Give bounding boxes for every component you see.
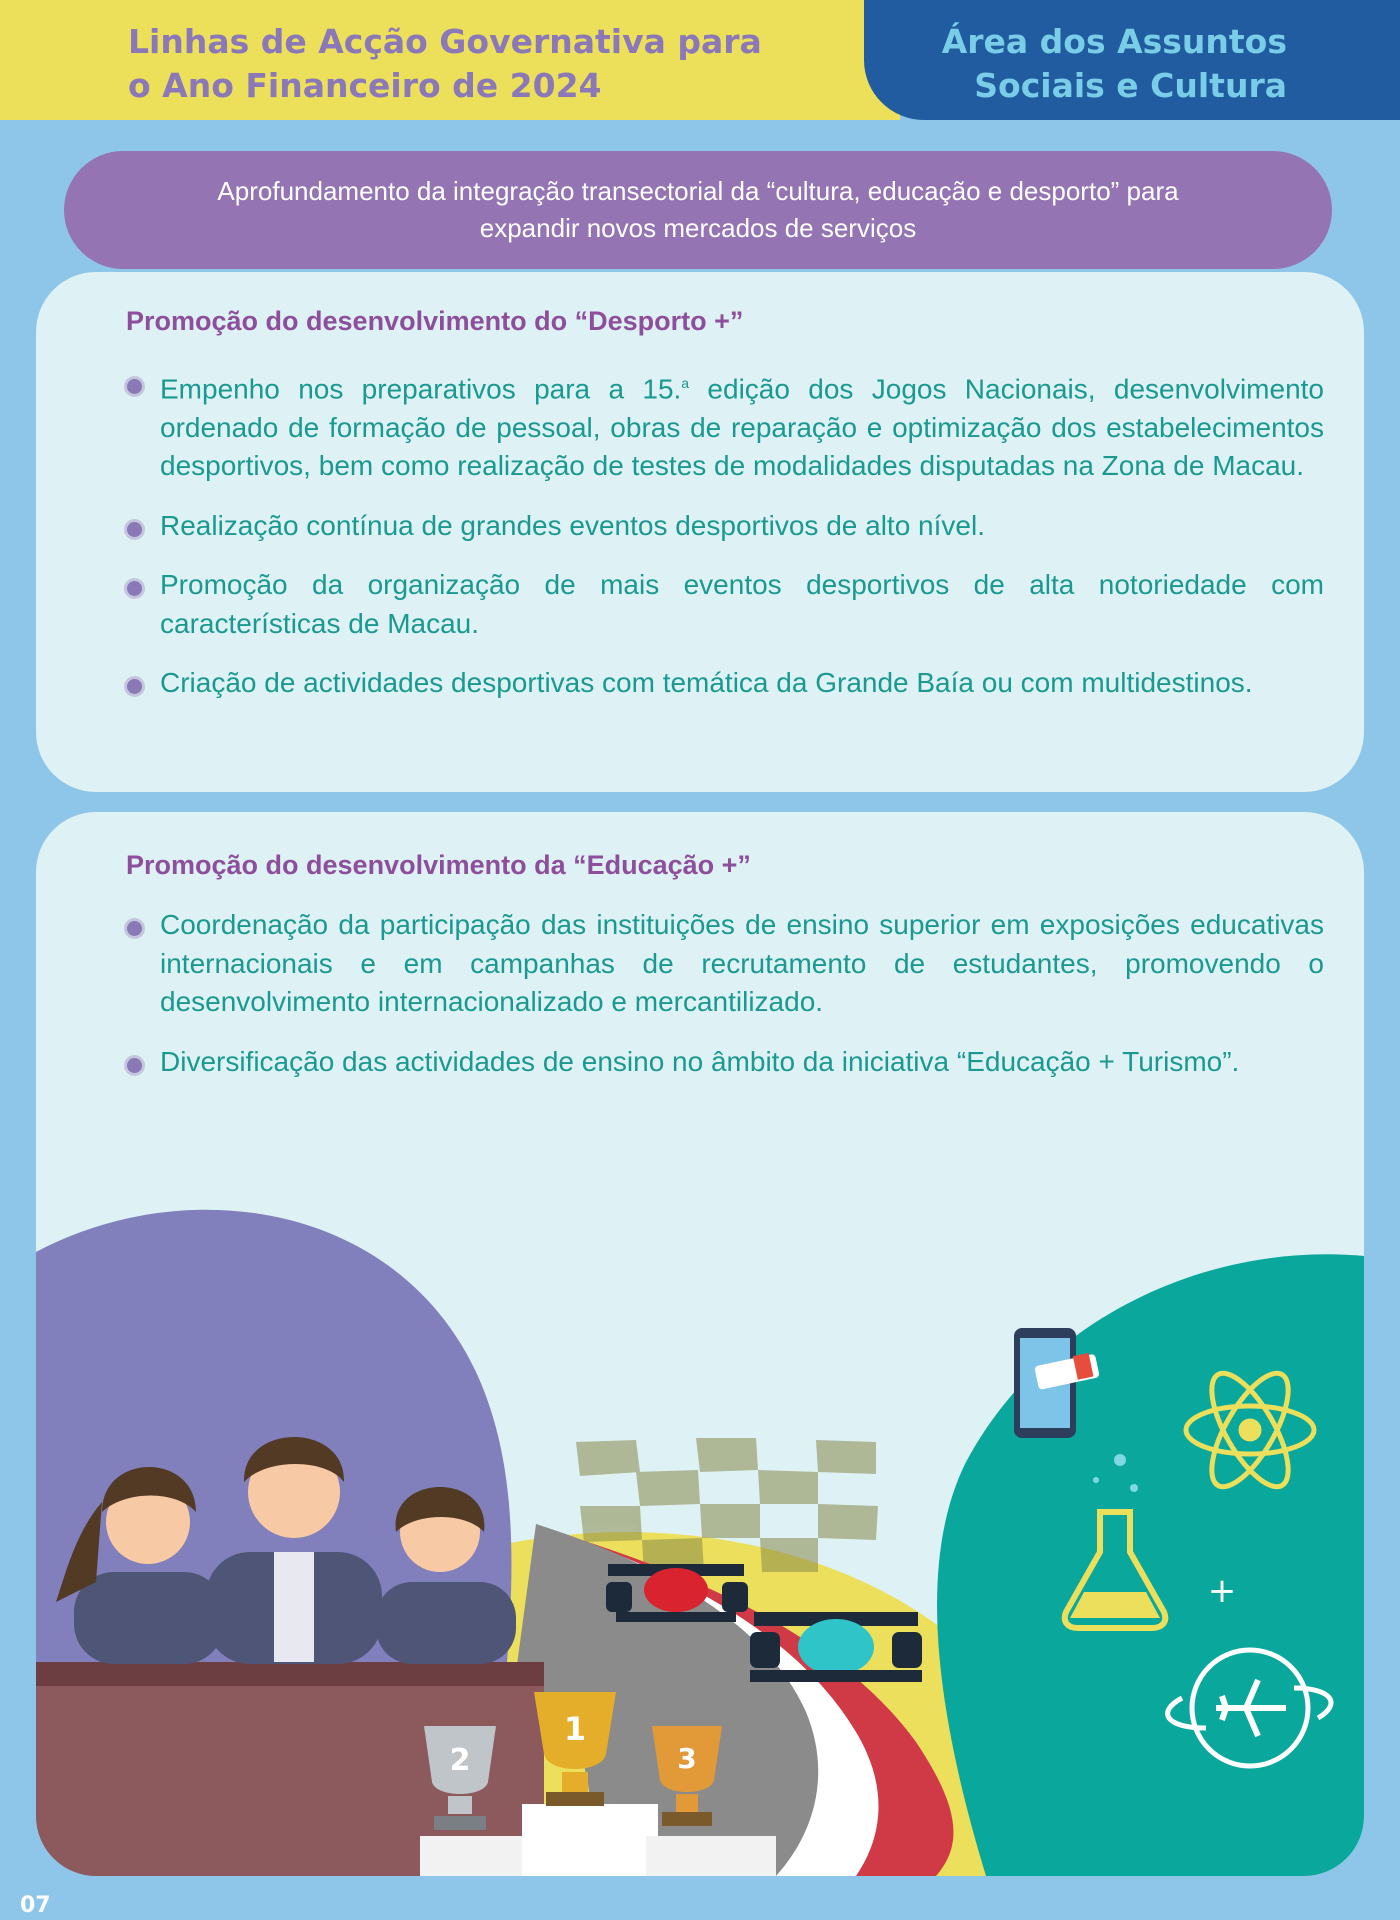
bullet-dot-icon — [124, 519, 145, 540]
educacao-card — [36, 812, 1364, 1876]
podium-first — [522, 1804, 658, 1876]
list-item: Empenho nos preparativos para a 15.$^a$ edição dos Jogos Nacionais, desenvolvimento ordenado de formação de pessoal, obras de reparação e optimização dos estabelecimentos desportivos, bem como realização de testes de modalidades disputadas na Zona de Macau. — [124, 364, 1324, 486]
desporto-heading: Promoção do desenvolvimento do “Desporto +” — [126, 306, 744, 336]
document-title — [128, 20, 762, 108]
educacao-heading: Promoção do desenvolvimento da “Educação +” — [126, 850, 751, 880]
header-right-band — [864, 0, 1400, 120]
plus-sign: + — [1207, 1571, 1237, 1611]
bullet-dot-icon — [124, 676, 145, 697]
teal-backdrop — [937, 1254, 1364, 1876]
section-area-title — [942, 20, 1287, 108]
title-line-1: Linhas de Acção Governativa para — [128, 22, 762, 61]
bullet-dot-icon — [124, 918, 145, 939]
list-item: Realização contínua de grandes eventos desportivos de alto nível. — [124, 507, 1324, 546]
desporto-card — [36, 272, 1364, 792]
bullet-dot-icon — [124, 376, 145, 397]
list-item: Coordenação da participação das instituições de ensino superior em exposições educativas internacionais e em campanhas de recrutamento de estudantes, promovendo o desenvolvimento internacionalizado e mercantilizado. — [124, 906, 1324, 1022]
banner-line-1: Aprofundamento da integração transectorial da “cultura, educação e desporto” para — [217, 176, 1179, 206]
trophy-number-2: 2 — [449, 1743, 471, 1778]
area-line-1: Área dos Assuntos — [941, 22, 1287, 61]
bullet-dot-icon — [124, 1055, 145, 1076]
trophy-number-3: 3 — [677, 1742, 697, 1775]
educacao-list — [124, 906, 1324, 1102]
list-item: Criação de actividades desportivas com temática da Grande Baía ou com multidestinos. — [124, 664, 1324, 703]
list-item: Promoção da organização de mais eventos desportivos de alta notoriedade com características de Macau. — [124, 566, 1324, 643]
area-line-2: Sociais e Cultura — [974, 66, 1287, 105]
bullet-dot-icon — [124, 578, 145, 599]
red-race-car-icon — [606, 1564, 748, 1622]
trophy-number-1: 1 — [563, 1710, 587, 1748]
topic-banner — [64, 151, 1332, 269]
banner-line-2: expandir novos mercados de serviços — [479, 213, 917, 243]
desporto-list — [124, 364, 1324, 724]
teal-race-car-icon — [750, 1612, 922, 1682]
list-item: Diversificação das actividades de ensino no âmbito da iniciativa “Educação + Turismo”. — [124, 1043, 1324, 1082]
podium-third — [646, 1836, 776, 1876]
title-line-2: o Ano Financeiro de 2024 — [128, 66, 602, 105]
page-number: 07 — [20, 1893, 51, 1918]
header-left-band — [0, 0, 900, 120]
